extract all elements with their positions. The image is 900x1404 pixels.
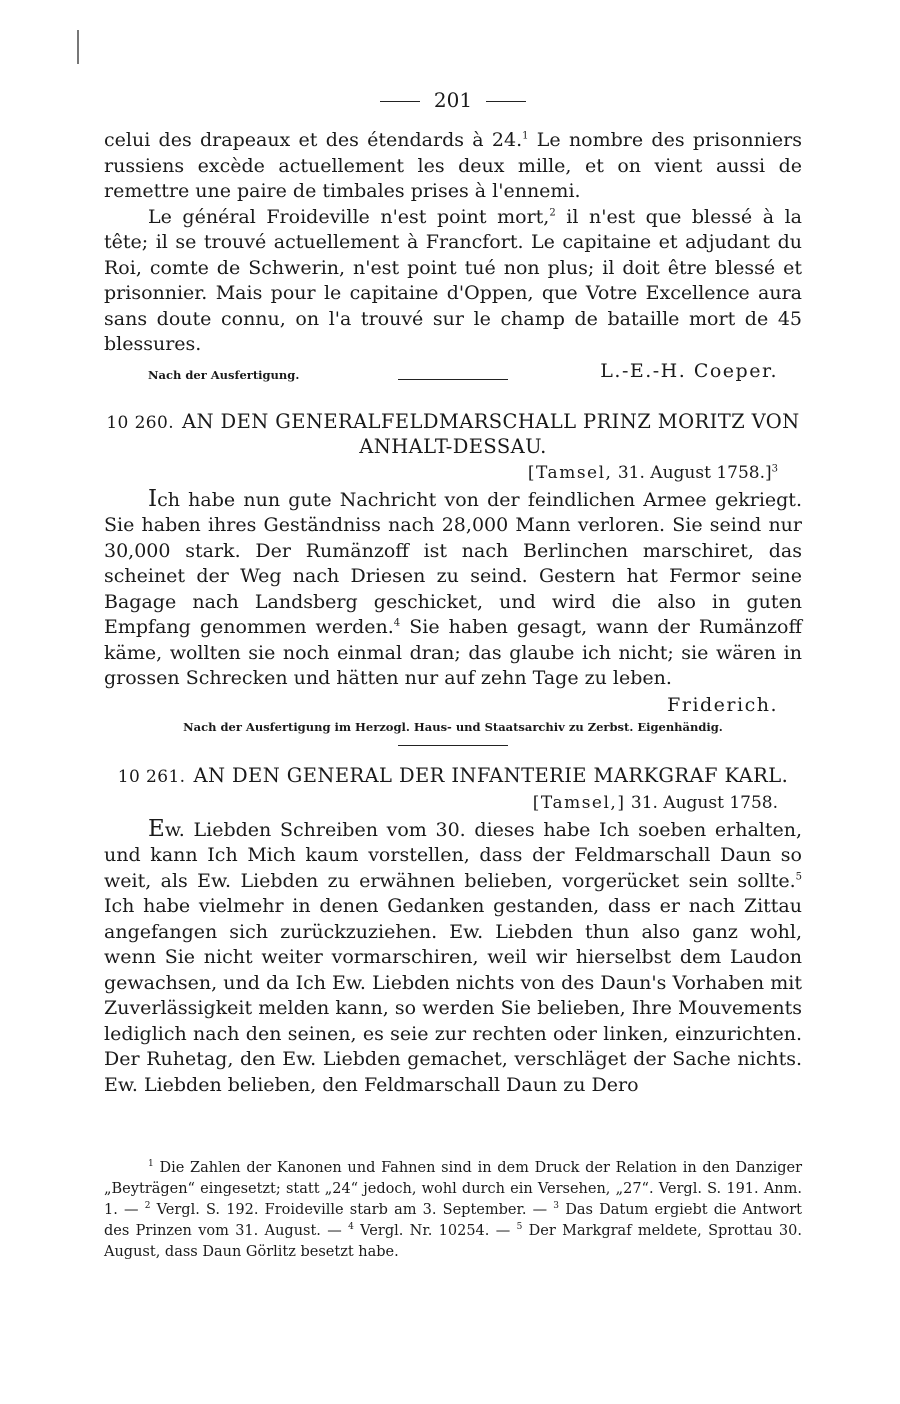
paragraph: Le général Froideville n'est point mort,$^2$ il n'est que blessé à la tête; il se trouvé actuellement à Francfort. Le capitaine et adjudant du Roi, comte de Schwerin, n'est point tué non plus; il doit être blessé et prisonnier. Mais pour le capitaine d'Oppen, que Votre Excellence aura sans doute connu, on l'a trouvé sur le champ de bataille mort de 45 blessures. xyxy=(104,205,802,355)
letter-title: AN DEN GENERAL DER INFANTERIE MARKGRAF KARL. xyxy=(193,763,789,787)
letter-body xyxy=(104,817,802,1099)
header-rule-right xyxy=(486,101,526,102)
footnote-mark: 5 xyxy=(516,1222,523,1233)
divider xyxy=(398,745,508,746)
page-header xyxy=(104,88,802,112)
source-note: Nach der Ausfertigung im Herzogl. Haus- und Staatsarchiv zu Zerbst. Eigenhändig. xyxy=(183,719,723,734)
paragraph: Ew. Liebden Schreiben vom 30. dieses habe Ich soeben erhalten, und kann Ich Mich kaum vorstellen, dass der Feldmarschall Daun so weit, als Ew. Liebden zu erwähnen belieben, vorgerücket sein sollte.$^5$ Ich habe vielmehr in denen Gedanken gestanden, dass er nach Zittau angefangen sich zurückzuziehen. Ew. Liebden thun also ganz wohl, wenn Sie nicht weiter vormarschiren, weil wir hierselbst dem Laudon gewachsen, und da Ich Ew. Liebden nichts von des Daun's Vorhaben mit Zuverlässigkeit melden kann, so werden Sie belieben, Ihre Mouvements lediglich nach den seinen, es seie zur rechten oder linken, einzurichten. Der Ruhetag, den Ew. Liebden gemachet, verschläget der Sache nichts. Ew. Liebden belieben, den Feldmarschall Daun zu Dero xyxy=(104,815,802,1096)
letter-body xyxy=(104,487,802,692)
signature: L.-E.-H. Coeper. xyxy=(600,359,778,382)
page-content xyxy=(104,88,802,1098)
letter-heading xyxy=(104,764,802,789)
dateline: [Tamsel,] 31. August 1758. xyxy=(532,792,778,813)
initial-letter: I xyxy=(148,485,158,512)
footnote-ref: 2 xyxy=(549,207,556,219)
footnote-block: $^1$ Die Zahlen der Kanonen und Fahnen sind in dem Druck der Relation in den Danziger „Beyträgen“ eingesetzt; statt „24“ jedoch, wohl durch ein Versehen, „27“. Vergl. S. 191. Anm. 1. — $^2$ Vergl. S. 192. Froideville starb am 3. September. — $^3$ Das Datum ergiebt die Antwort des Prinzen vom 31. August. — $^4$ Vergl. Nr. 10254. — $^5$ Der Markgraf meldete, Sprottau 30. August, dass Daun Görlitz besetzt habe. xyxy=(104,1159,802,1260)
footnote-ref: 1 xyxy=(522,130,529,142)
footnote-mark: 1 xyxy=(148,1159,154,1170)
section-continuation xyxy=(104,128,802,358)
header-rule-left xyxy=(380,101,420,102)
letter-heading xyxy=(104,410,802,459)
initial-letter: E xyxy=(148,815,165,842)
footnotes xyxy=(104,1158,802,1263)
paragraph: Ich habe nun gute Nachricht von der feindlichen Armee gekriegt. Sie haben ihres Geständniss nach 28,000 Mann verloren. Sie seind nur 30,000 stark. Der Rumänzoff ist nach Berlinchen marschiret, das scheinet der Weg nach Driesen zu seind. Gestern hat Fermor seine Bagage nach Landsberg geschicket, und wird die also in guten Empfang genommen werden.$^4$ Sie haben gesagt, wann der Rumänzoff käme, wollten sie noch einmal dran; das glaube ich nicht; sie wären in grossen Schrecken und hätten nur auf zehn Tage zu leben. xyxy=(104,485,802,689)
footnote-mark: 2 xyxy=(144,1201,151,1212)
footnote-ref: 5 xyxy=(795,871,802,883)
footnote-ref: 3 xyxy=(771,462,778,474)
footnote-mark: 4 xyxy=(348,1222,354,1233)
letter-number: 10 261. xyxy=(117,766,186,787)
page-number: 201 xyxy=(433,88,473,112)
divider xyxy=(398,379,508,380)
source-note: Nach der Ausfertigung. xyxy=(148,367,300,382)
signature: Friderich. xyxy=(667,693,778,716)
dateline: [Tamsel, 31. August 1758.]$^3$ xyxy=(527,462,778,483)
paragraph: celui des drapeaux et des étendards à 24.$^1$ Le nombre des prisonniers russiens excède actuellement les deux mille, et on vient aussi de remettre une paire de timbales prises à l'ennemi. xyxy=(104,129,803,202)
signature-row xyxy=(104,358,802,388)
letter-number: 10 260. xyxy=(106,412,175,433)
footnote-mark: 3 xyxy=(553,1201,560,1212)
letter-title: AN DEN GENERALFELDMARSCHALL PRINZ MORITZ VON ANHALT-DESSAU. xyxy=(182,409,800,458)
margin-mark xyxy=(77,30,79,64)
footnote-ref: 4 xyxy=(393,617,401,629)
